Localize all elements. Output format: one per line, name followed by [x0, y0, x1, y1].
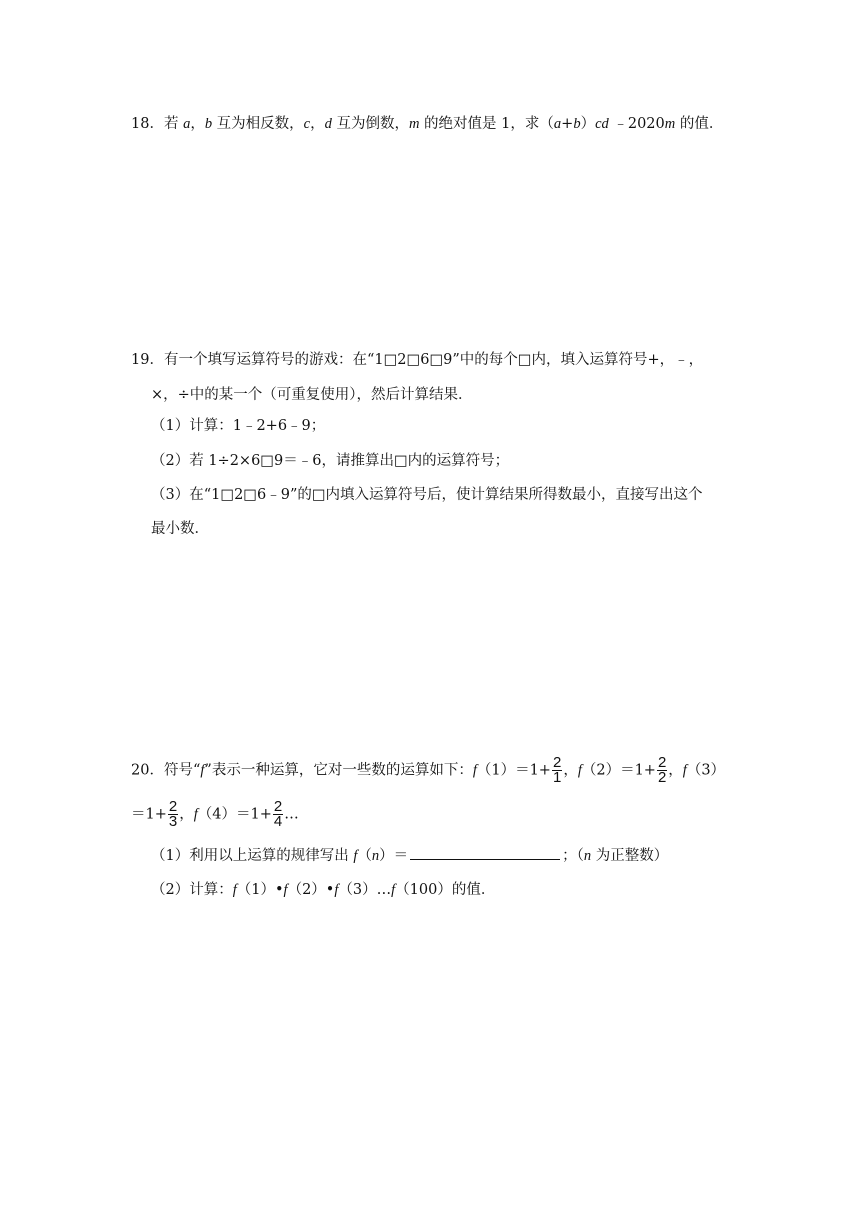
fraction-numerator: 2	[273, 798, 283, 815]
question-19-part-2: （2）若 1÷2×6□9＝﹣6，请推算出□内的运算符号；	[151, 453, 510, 469]
q18-text: 若	[163, 116, 184, 132]
q20-text: ；（	[562, 848, 584, 864]
q20-text: ，	[668, 762, 683, 779]
fraction-2-over-1	[552, 756, 562, 785]
var-a: a	[553, 116, 562, 132]
q20-text: ，	[563, 762, 578, 779]
question-19-line-2: ×，÷中的某一个（可重复使用），然后计算结果．	[151, 387, 473, 403]
fraction-2-over-4	[273, 800, 283, 829]
var-f: f	[353, 848, 358, 864]
question-19-part-3b: 最小数．	[151, 521, 209, 537]
q18-text: 的绝对值是 1，求（	[419, 116, 554, 132]
var-f: f	[682, 762, 687, 779]
q20-text: ”表示一种运算，它对一些数的运算如下：	[204, 762, 473, 779]
q18-text: ，	[190, 116, 205, 132]
var-d: d	[324, 116, 332, 132]
var-f: f	[232, 882, 237, 898]
q18-text: 互为倒数，	[331, 116, 409, 132]
var-f: f	[577, 762, 582, 779]
q18-text: +	[561, 116, 574, 132]
fraction-denominator: 3	[168, 813, 178, 830]
q20-text: ）＝	[379, 848, 409, 864]
q18-number: 18．	[131, 116, 164, 132]
fraction-2-over-3	[168, 800, 178, 829]
var-b: b	[573, 116, 581, 132]
question-19-line-1: 19．有一个填写运算符号的游戏：在“1□2□6□9”中的每个□内，填入运算符号+，﹣，	[131, 352, 704, 368]
question-20-part-1	[151, 845, 668, 866]
var-cd: cd	[595, 116, 609, 132]
fraction-2-over-2	[657, 756, 667, 785]
var-c: c	[303, 116, 311, 132]
var-f: f	[391, 882, 396, 898]
q20-text: （1）•	[236, 882, 284, 898]
fraction-numerator: 2	[168, 798, 178, 815]
question-20-line-2	[131, 800, 299, 829]
q20-text: 为正整数）	[591, 848, 669, 864]
q20-text: （100）的值．	[395, 882, 496, 898]
q20-text: ，	[179, 806, 194, 823]
q20-text: （1）＝1+	[476, 762, 551, 779]
ellipsis: …	[284, 806, 299, 823]
answer-blank[interactable]	[410, 845, 560, 860]
q20-text: （3）	[686, 762, 726, 779]
var-f: f	[472, 762, 477, 779]
var-n: n	[583, 848, 592, 864]
q20-text: （2）计算：	[151, 882, 233, 898]
question-19-part-1: （1）计算：1﹣2+6﹣9；	[151, 418, 326, 434]
q18-text: 互为相反数，	[212, 116, 304, 132]
var-n: n	[371, 848, 380, 864]
question-19-part-3a: （3）在“1□2□6﹣9”的□内填入运算符号后，使计算结果所得数最小，直接写出这个	[151, 487, 703, 503]
question-20-part-2	[151, 880, 495, 900]
q20-number: 20．符号“	[131, 762, 201, 779]
q18-text: 的值．	[675, 116, 724, 132]
question-18	[131, 114, 723, 134]
q18-text: ﹣2020	[608, 116, 665, 132]
q20-text: （2）＝1+	[581, 762, 656, 779]
q20-text: （2）•	[287, 882, 335, 898]
q18-text: ）	[580, 116, 596, 132]
var-a: a	[183, 116, 191, 132]
q20-text: （	[357, 848, 372, 864]
q20-text: ＝1+	[131, 806, 167, 823]
fraction-numerator: 2	[552, 754, 562, 771]
fraction-denominator: 1	[552, 769, 562, 786]
q18-text: ，	[310, 116, 325, 132]
var-b: b	[204, 116, 213, 132]
var-f: f	[193, 806, 198, 823]
var-m: m	[664, 116, 676, 132]
question-20-line-1	[131, 756, 725, 785]
q20-text: （3）…	[338, 882, 392, 898]
q20-text: （1）利用以上运算的规律写出	[151, 848, 354, 864]
fraction-numerator: 2	[657, 754, 667, 771]
fraction-denominator: 4	[273, 813, 283, 830]
var-f: f	[334, 882, 339, 898]
var-m: m	[408, 116, 420, 132]
var-f: f	[200, 762, 205, 779]
var-f: f	[283, 882, 288, 898]
q20-text: （4）＝1+	[197, 806, 272, 823]
fraction-denominator: 2	[657, 769, 667, 786]
